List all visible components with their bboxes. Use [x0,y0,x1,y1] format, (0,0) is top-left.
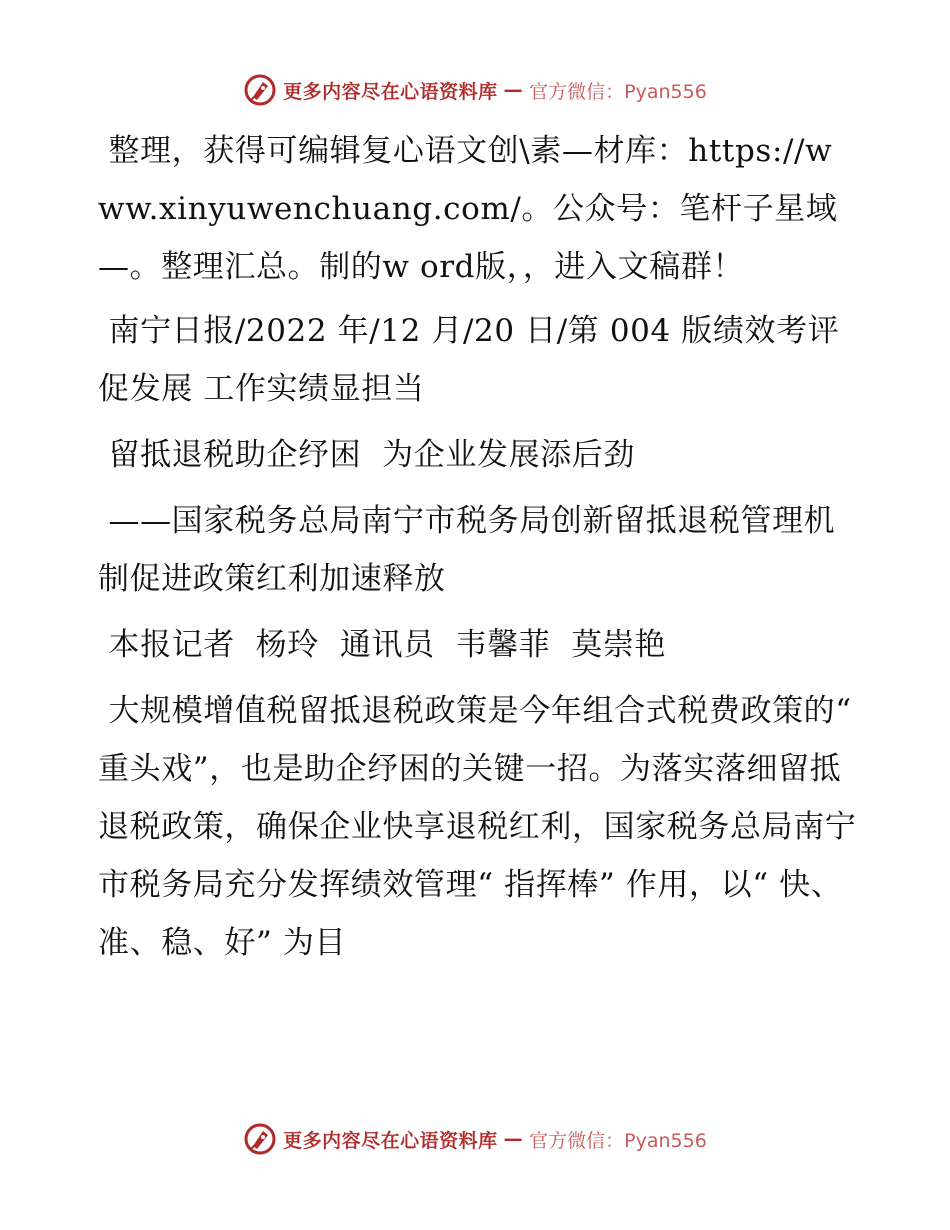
banner-separator: — [503,79,524,101]
pen-nib-logo-icon [243,73,277,107]
banner-slogan: 更多内容尽在心语资料库 [283,1129,498,1152]
document-body [98,122,863,980]
intro-paragraph: 整理，获得可编辑复心语文创\素—材库：https://www.xinyuwenchuang.com/。公众号：笔杆子星域—。整理汇总。制的w ord版，，进入文稿群！ [98,133,838,285]
pen-nib-logo-icon [243,1122,277,1156]
banner-wechat-id: 官方微信：Pyan556 [529,80,707,103]
banner-wechat-id: 官方微信：Pyan556 [529,1129,707,1152]
footer-banner [0,1119,950,1159]
source-headline: 南宁日报/2022 年/12 月/20 日/第 004 版绩效考评促发展 工作实绩显担当 [98,313,840,407]
body-paragraph: 大规模增值税留抵退税政策是今年组合式税费政策的“ 重头戏”，也是助企纾困的关键一招。为落实落细留抵退税政策，确保企业快享退税红利，国家税务总局南宁市税务局充分发挥绩效管理“ 指挥棒” 作用，以“ 快、准、稳、好” 为目 [98,693,863,961]
banner-slogan: 更多内容尽在心语资料库 [283,80,498,103]
header-banner [0,70,950,110]
article-subtitle: ——国家税务总局南宁市税务局创新留抵退税管理机制促进政策红利加速释放 [98,503,836,597]
byline: 本报记者 杨玲 通讯员 韦馨菲 莫崇艳 [98,627,667,663]
banner-separator: — [503,1128,524,1150]
article-title: 留抵退税助企纾困 为企业发展添后劲 [98,437,635,473]
